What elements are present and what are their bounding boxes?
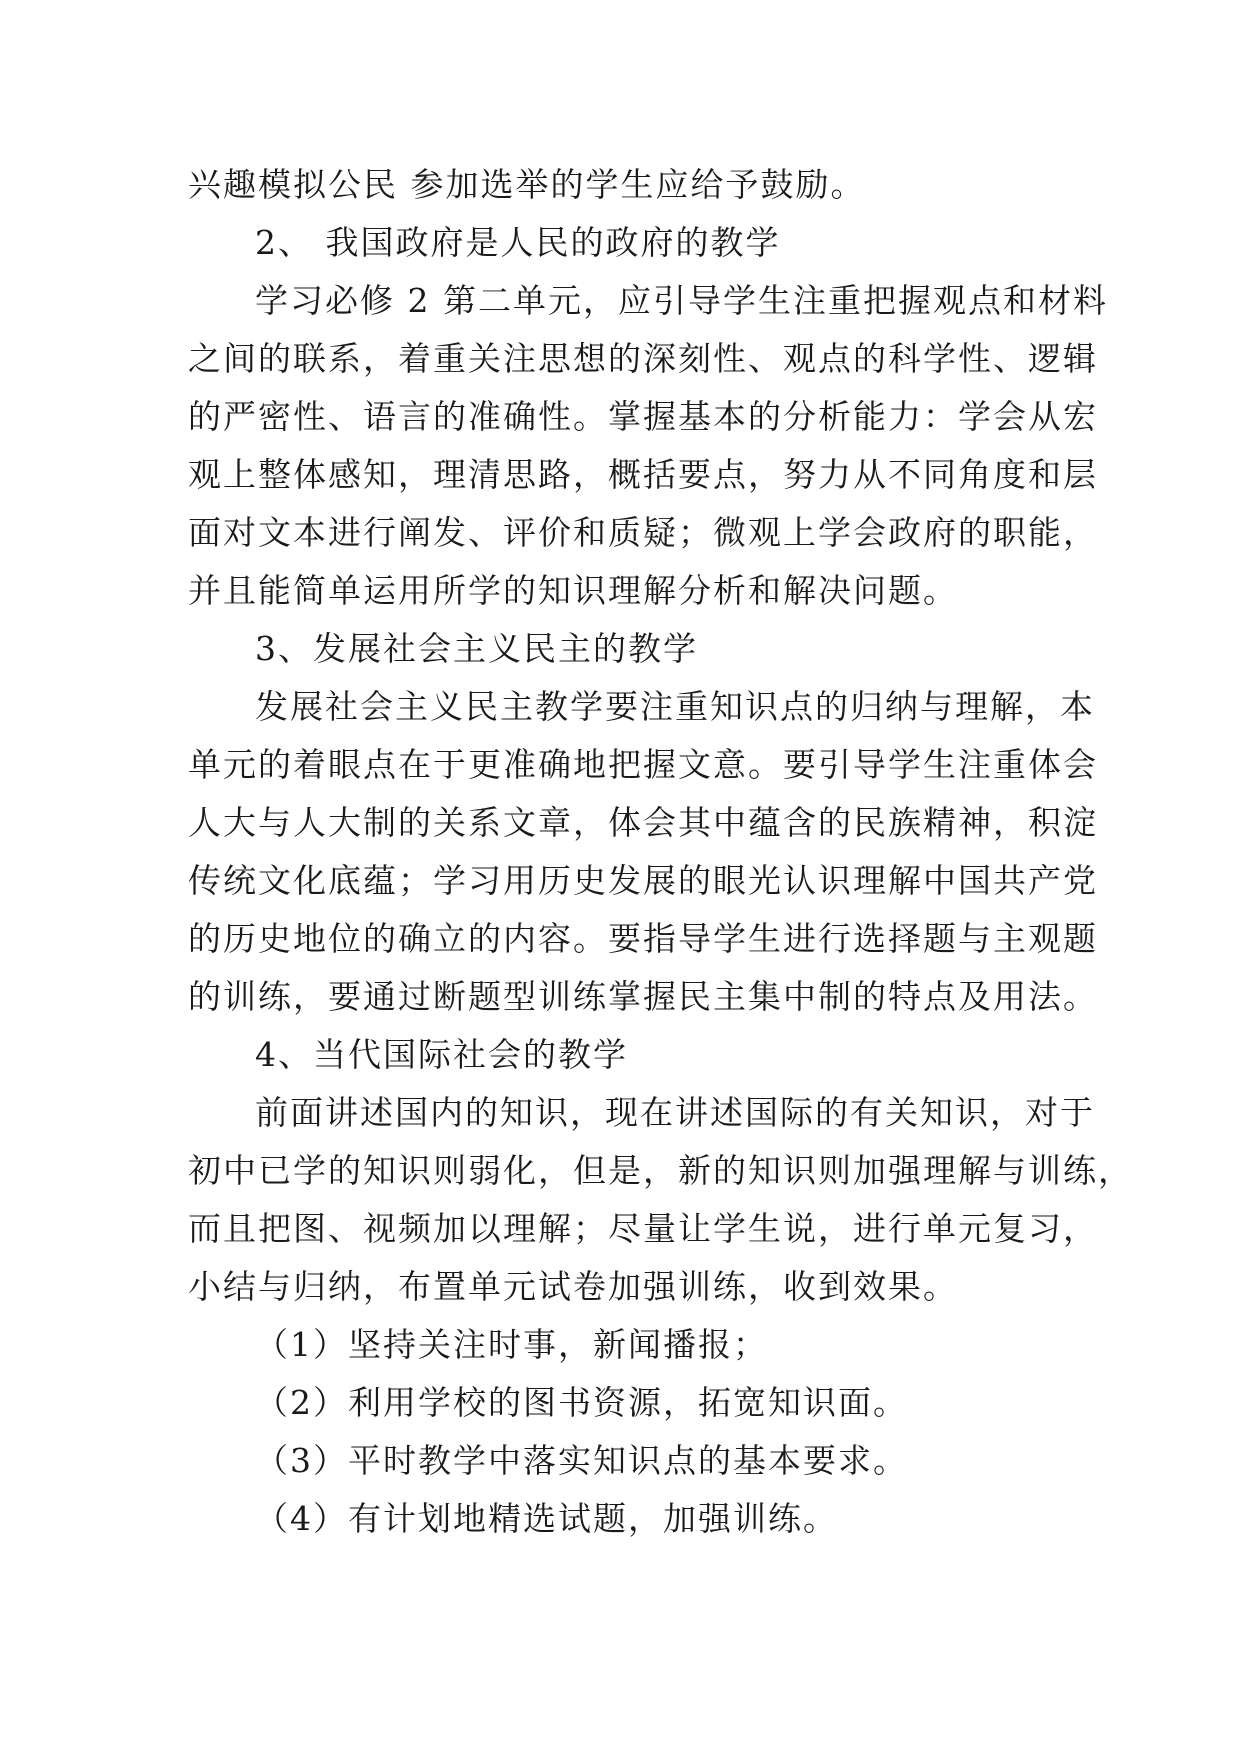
paragraph-line: 的历史地位的确立的内容。要指导学生进行选择题与主观题 [188, 919, 1098, 958]
list-item-2: （2）利用学校的图书资源，拓宽知识面。 [255, 1383, 908, 1422]
list-item-4: （4）有计划地精选试题，加强训练。 [255, 1499, 838, 1538]
section-heading-4: 4、当代国际社会的教学 [255, 1035, 628, 1074]
paragraph-line: 小结与归纳，布置单元试卷加强训练，收到效果。 [188, 1267, 958, 1306]
paragraph-line: 而且把图、视频加以理解；尽量让学生说，进行单元复习， [188, 1209, 1098, 1248]
list-item-3: （3）平时教学中落实知识点的基本要求。 [255, 1441, 908, 1480]
paragraph-line: 的训练，要通过断题型训练掌握民主集中制的特点及用法。 [188, 977, 1098, 1016]
paragraph-line: 并且能简单运用所学的知识理解分析和解决问题。 [188, 571, 958, 610]
paragraph-line: 人大与人大制的关系文章，体会其中蕴含的民族精神，积淀 [188, 803, 1098, 842]
text-line-continuation: 兴趣模拟公民 参加选举的学生应给予鼓励。 [188, 165, 866, 204]
paragraph-line: 单元的着眼点在于更准确地把握文意。要引导学生注重体会 [188, 745, 1098, 784]
paragraph-line: 发展社会主义民主教学要注重知识点的归纳与理解，本 [255, 687, 1095, 726]
paragraph-line: 前面讲述国内的知识，现在讲述国际的有关知识，对于 [255, 1093, 1095, 1132]
paragraph-line: 的严密性、语言的准确性。掌握基本的分析能力：学会从宏 [188, 397, 1098, 436]
paragraph-line: 面对文本进行阐发、评价和质疑；微观上学会政府的职能， [188, 513, 1098, 552]
paragraph-line: 传统文化底蕴；学习用历史发展的眼光认识理解中国共产党 [188, 861, 1098, 900]
section-heading-2: 2、 我国政府是人民的政府的教学 [255, 223, 781, 262]
paragraph-line: 之间的联系，着重关注思想的深刻性、观点的科学性、逻辑 [188, 339, 1098, 378]
paragraph-line: 观上整体感知，理清思路，概括要点，努力从不同角度和层 [188, 455, 1098, 494]
section-heading-3: 3、发展社会主义民主的教学 [255, 629, 698, 668]
list-item-1: （1）坚持关注时事，新闻播报； [255, 1325, 768, 1364]
paragraph-line: 初中已学的知识则弱化，但是，新的知识则加强理解与训练， [188, 1151, 1133, 1190]
paragraph-line: 学习必修 2 第二单元，应引导学生注重把握观点和材料 [255, 281, 1108, 320]
